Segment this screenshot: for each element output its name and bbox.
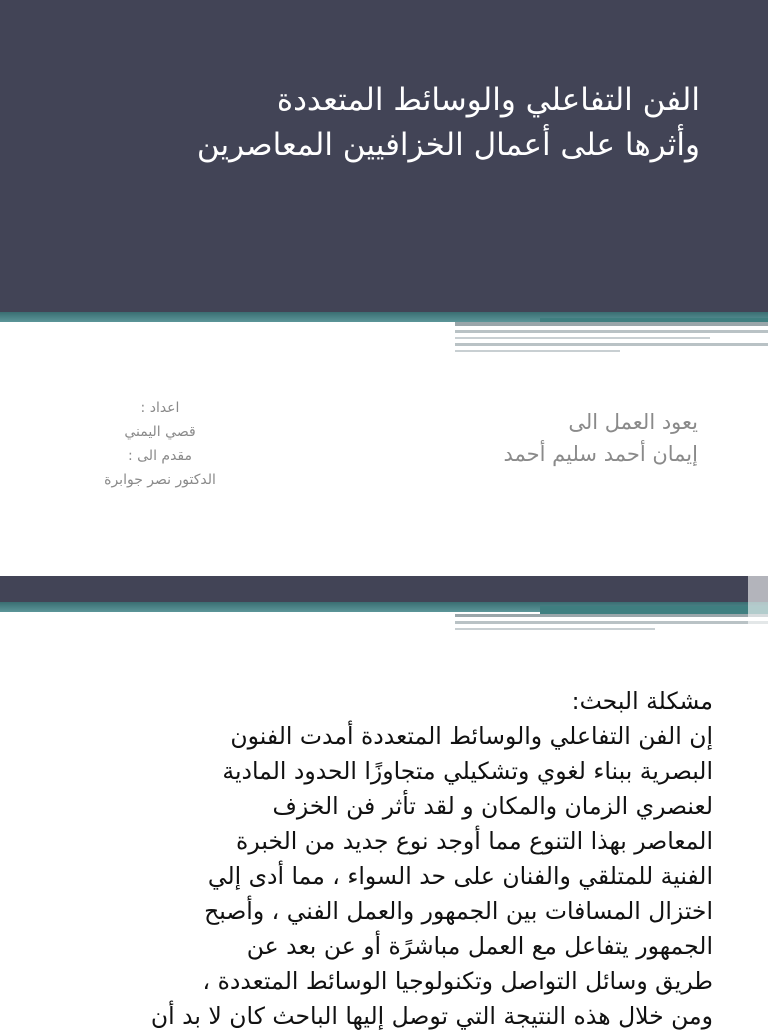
body-line: لعنصري الزمان والمكان و لقد تأثر فن الخزف — [272, 792, 713, 820]
slide1-stripe — [455, 330, 768, 333]
slide2-body — [53, 684, 713, 1034]
slide1-title — [40, 78, 700, 168]
body-line: اختزال المسافات بين الجمهور والعمل الفني ، وأصبح — [204, 897, 713, 925]
slide1-stripe — [455, 337, 710, 339]
slide2-stripe — [455, 614, 768, 617]
owner-line: إيمان أحمد سليم أحمد — [503, 442, 698, 466]
body-line: إن الفن التفاعلي والوسائط المتعددة أمدت الفنون — [230, 722, 713, 750]
credit-line: اعداد : — [140, 400, 180, 416]
owner-line: يعود العمل الى — [568, 410, 698, 434]
credit-line: قصي اليمني — [124, 424, 196, 440]
slide2-right-edge — [748, 576, 768, 628]
slide2-teal-band-right — [540, 606, 768, 614]
body-line: الجمهور يتفاعل مع العمل مباشرًة أو عن بعد عن — [246, 932, 713, 960]
slide2-stripe — [455, 628, 655, 630]
body-line: المعاصر بهذا التنوع مما أوجد نوع جديد من الخبرة — [236, 827, 713, 855]
body-line: طريق وسائل التواصل وتكنولوجيا الوسائط المتعددة ، — [202, 967, 713, 995]
title-line: الفن التفاعلي والوسائط المتعددة — [276, 82, 700, 118]
body-line: الفنية للمتلقي والفنان على حد السواء ، مما أدى إلي — [207, 862, 713, 890]
slide1-stripe — [455, 322, 768, 326]
slide1-stripe — [455, 350, 620, 352]
credit-line: الدكتور نصر جوابرة — [104, 472, 216, 488]
slide1-credits — [60, 396, 260, 492]
credit-line: مقدم الى : — [127, 448, 193, 464]
title-line: وأثرها على أعمال الخزافيين المعاصرين — [196, 127, 700, 163]
body-line: ومن خلال هذه النتيجة التي توصل إليها الباحث كان لا بد أن — [150, 1002, 713, 1030]
slide2-stripe — [455, 621, 768, 624]
slide2-header-bar — [0, 576, 768, 602]
slide2-heading: مشكلة البحث: — [571, 687, 713, 715]
slide1-owner — [338, 406, 698, 470]
slide1-stripe — [455, 343, 768, 346]
body-line: البصرية ببناء لغوي وتشكيلي متجاوزًا الحدود المادية — [222, 757, 713, 785]
